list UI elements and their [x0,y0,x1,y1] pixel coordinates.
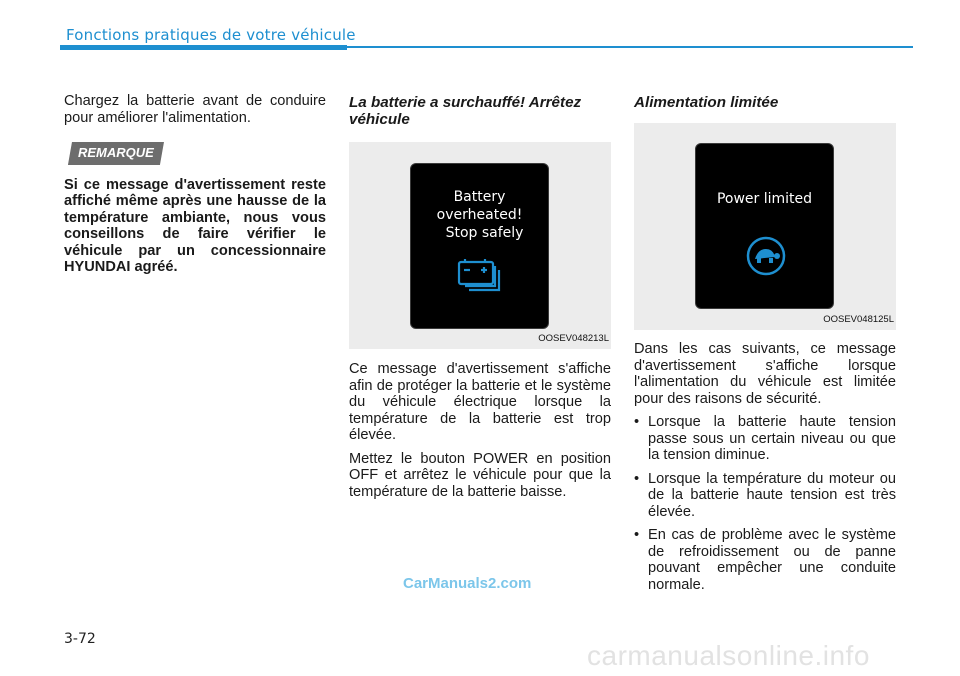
list-item: • En cas de problème avec le système de refroidissement ou de panne pouvant empêcher une conduite normale. [634,527,896,593]
power-limited-title: Alimentation limitée [634,94,779,111]
header-rule-thick [60,45,347,50]
section-header-title: Fonctions pratiques de votre véhicule [66,26,356,44]
conditions-list [634,414,896,593]
list-item: • Lorsque la batterie haute tension passe sous un certain niveau ou que la tension diminue. [634,414,896,464]
overheat-instruction: Mettez le bouton POWER en position OFF et arrêtez le véhicule pour que la température de la batterie baisse. [349,450,611,500]
column-middle [349,94,611,500]
watermark-text: carmanualsonline.info [587,640,870,671]
column-left [64,93,326,276]
screen-line-2: overheated! [436,207,523,223]
battery-stack-icon [457,256,505,292]
cluster-screen [695,143,834,309]
note-label-badge [68,142,164,165]
figure-code: OOSEV048125L [823,313,894,325]
battery-overheated-figure [349,142,611,349]
screen-text: Power limited [716,191,813,207]
figure-code: OOSEV048213L [538,332,609,344]
list-item: • Lorsque la température du moteur ou de la batterie haute tension est très élevée. [634,471,896,521]
turtle-icon [746,236,786,276]
note-text: Si ce message d'avertissement reste affiché même après une hausse de la température ambiante, nous vous conseillons de faire vérifier le véhicule par un concessionnaire HYUNDAI agréé. [64,176,326,275]
overheat-explanation: Ce message d'avertissement s'affiche afin de protéger la batterie et le système du véhicule électrique lorsque la température de la batterie est trop élevée. [349,361,611,443]
note-label-text: REMARQUE [78,145,154,160]
screen-line-3: Stop safely [445,225,524,241]
screen-line-1: Battery [453,189,506,205]
charge-battery-text: Chargez la batterie avant de conduire pour améliorer l'alimentation. [64,93,326,126]
power-limited-intro: Dans les cas suivants, ce message d'avertissement s'affiche lorsque l'alimentation du véhicule est limitée pour des raisons de sécurité. [634,341,896,407]
header-rule-thin [347,46,913,48]
power-limited-figure [634,123,896,330]
page-number: 3-72 [64,631,96,647]
cluster-screen [410,163,549,329]
column-right [634,94,896,593]
battery-overheated-title: La batterie a surchauffé! Arrêtez véhicule [349,94,582,128]
watermark-link[interactable]: CarManuals2.com [403,575,532,592]
